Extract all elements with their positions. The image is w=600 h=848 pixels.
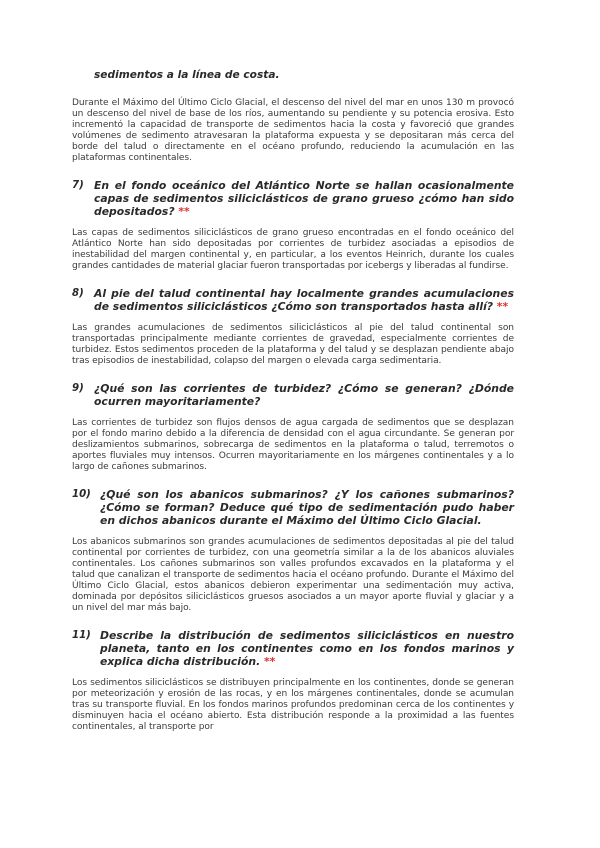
question-number: 10)	[72, 489, 91, 500]
question-number: 7)	[72, 180, 84, 191]
question-11	[72, 629, 514, 668]
question-number: 9)	[72, 383, 84, 394]
intro-paragraph: Durante el Máximo del Último Ciclo Glacial, el descenso del nivel del mar en unos 130 m provocó un descenso del nivel de base de los ríos, aumentando su pendiente y su potencia erosiva. Esto incrementó la capacidad de transporte de sedimentos hacia la costa y favoreció que grandes volúmenes de sedimento atravesaran la plataforma expuesta y se depositaran más cerca del borde del talud o directamente en el océano profundo, reduciendo la acumulación en las plataformas continentales.	[72, 98, 514, 163]
question-11-text: Describe la distribución de sedimentos siliciclásticos en nuestro planeta, tanto en los continentes como en los fondos marinos y explica dicha distribución.	[100, 629, 514, 668]
answer-7: Las capas de sedimentos siliciclásticos de grano grueso encontradas en el fondo oceánico del Atlántico Norte han sido depositadas por corrientes de turbidez asociadas a episodios de inestabilidad del margen continental y, en particular, a los eventos Heinrich, durante los cuales grandes cantidades de material glaciar fueron transportadas por icebergs y liberadas al fundirse.	[72, 228, 514, 271]
question-text	[94, 287, 514, 313]
question-text	[100, 629, 514, 668]
priority-stars: **	[496, 300, 509, 313]
question-9	[72, 382, 514, 408]
question-number: 11)	[72, 630, 91, 641]
answer-11: Los sedimentos siliciclásticos se distribuyen principalmente en los continentes, donde se generan por meteorización y erosión de las rocas, y en los márgenes continentales, donde se acumulan tras su transporte fluvial. En los fondos marinos profundos predominan cerca de los continentes y disminuyen hacia el océano abierto. Esta distribución responde a la proximidad a las fuentes continentales, al transporte por	[72, 678, 514, 732]
priority-stars: **	[178, 205, 190, 218]
question-8-text: Al pie del talud continental hay localmente grandes acumulaciones de sedimentos siliciclásticos ¿Cómo son transportados hasta allí?	[94, 287, 514, 313]
answer-8: Las grandes acumulaciones de sedimentos siliciclásticos al pie del talud continental son transportadas principalmente mediante corrientes de gravedad, especialmente corrientes de turbidez. Estos sedimentos proceden de la plataforma y del talud y se desplazan pendiente abajo tras episodios de inestabilidad, colapso del margen o elevada carga sedimentaria.	[72, 323, 514, 366]
question-7-text: En el fondo oceánico del Atlántico Norte se hallan ocasionalmente capas de sedimentos siliciclásticos de grano grueso ¿cómo han sido depositados?	[94, 179, 514, 218]
answer-9: Las corrientes de turbidez son flujos densos de agua cargada de sedimentos que se desplazan por el fondo marino debido a la diferencia de densidad con el agua circundante. Se generan por deslizamientos submarinos, sobrecarga de sedimentos en la plataforma o talud, terremotos o aportes fluviales muy intensos. Ocurren mayoritariamente en los márgenes continentales y a lo largo de cañones submarinos.	[72, 418, 514, 472]
question-text: ¿Qué son los abanicos submarinos? ¿Y los cañones submarinos? ¿Cómo se forman? Deduce qué tipo de sedimentación pudo haber en dichos abanicos durante el Máximo del Último Ciclo Glacial.	[100, 488, 514, 527]
question-number: 8)	[72, 288, 84, 299]
answer-10: Los abanicos submarinos son grandes acumulaciones de sedimentos depositadas al pie del talud continental por corrientes de turbidez, con una geometría similar a la de los abanicos aluviales continentales. Los cañones submarinos son valles profundos excavados en la plataforma y el talud que canalizan el transporte de sedimentos hacia el océano profundo. Durante el Máximo del Último Ciclo Glacial, estos abanicos debieron experimentar una sedimentación muy activa, dominada por depósitos siliciclásticos gruesos asociados a un mayor aporte fluvial y glaciar y a un nivel del mar más bajo.	[72, 537, 514, 613]
question-10	[72, 488, 514, 527]
question-text	[94, 179, 514, 218]
continued-question-text: sedimentos a la línea de costa.	[94, 69, 280, 81]
question-8	[72, 287, 514, 313]
priority-stars: **	[263, 655, 276, 668]
question-7	[72, 179, 514, 218]
question-text: ¿Qué son las corrientes de turbidez? ¿Cómo se generan? ¿Dónde ocurren mayoritariamente?	[94, 382, 514, 408]
